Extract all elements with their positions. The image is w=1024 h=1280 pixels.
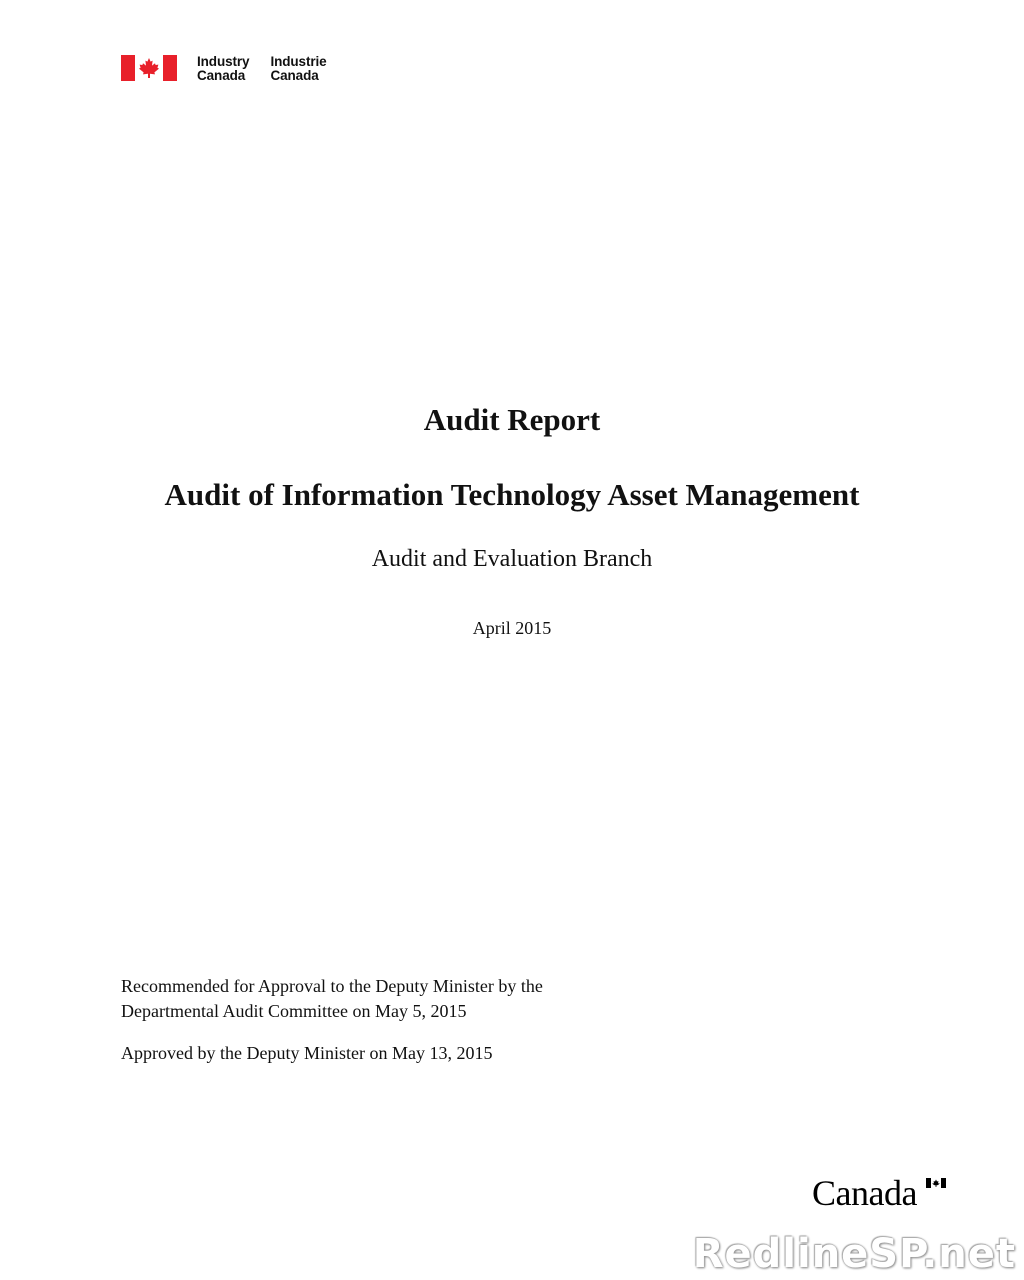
recommendation-line2: Departmental Audit Committee on May 5, 2015: [121, 1001, 467, 1021]
logo-fr-line2: Canada: [270, 68, 319, 83]
logo-wordmark-english: [197, 55, 249, 83]
industry-canada-logo: [121, 55, 327, 83]
approval-statement: Approved by the Deputy Minister on May 13, 2015: [121, 1043, 493, 1063]
branch-name: Audit and Evaluation Branch: [371, 546, 653, 572]
canada-wordmark-flag-icon: [926, 1178, 946, 1188]
approval-block: [121, 974, 681, 1066]
logo-en-line1: Industry: [197, 54, 250, 69]
logo-wordmark-french: [270, 55, 326, 83]
logo-fr-line1: Industrie: [270, 54, 327, 69]
recommendation-line1: Recommended for Approval to the Deputy Minister by the: [121, 976, 543, 996]
report-type-heading: Audit Report: [423, 402, 601, 437]
watermark-text: RedlineSP.net: [692, 1231, 1016, 1277]
canada-wordmark: Canada: [812, 1173, 917, 1213]
report-date: April 2015: [472, 618, 552, 638]
logo-en-line2: Canada: [197, 68, 246, 83]
recommendation-statement: [121, 974, 681, 1024]
report-title: Audit of Information Technology Asset Management: [164, 477, 860, 512]
canada-flag-icon: [121, 55, 177, 81]
